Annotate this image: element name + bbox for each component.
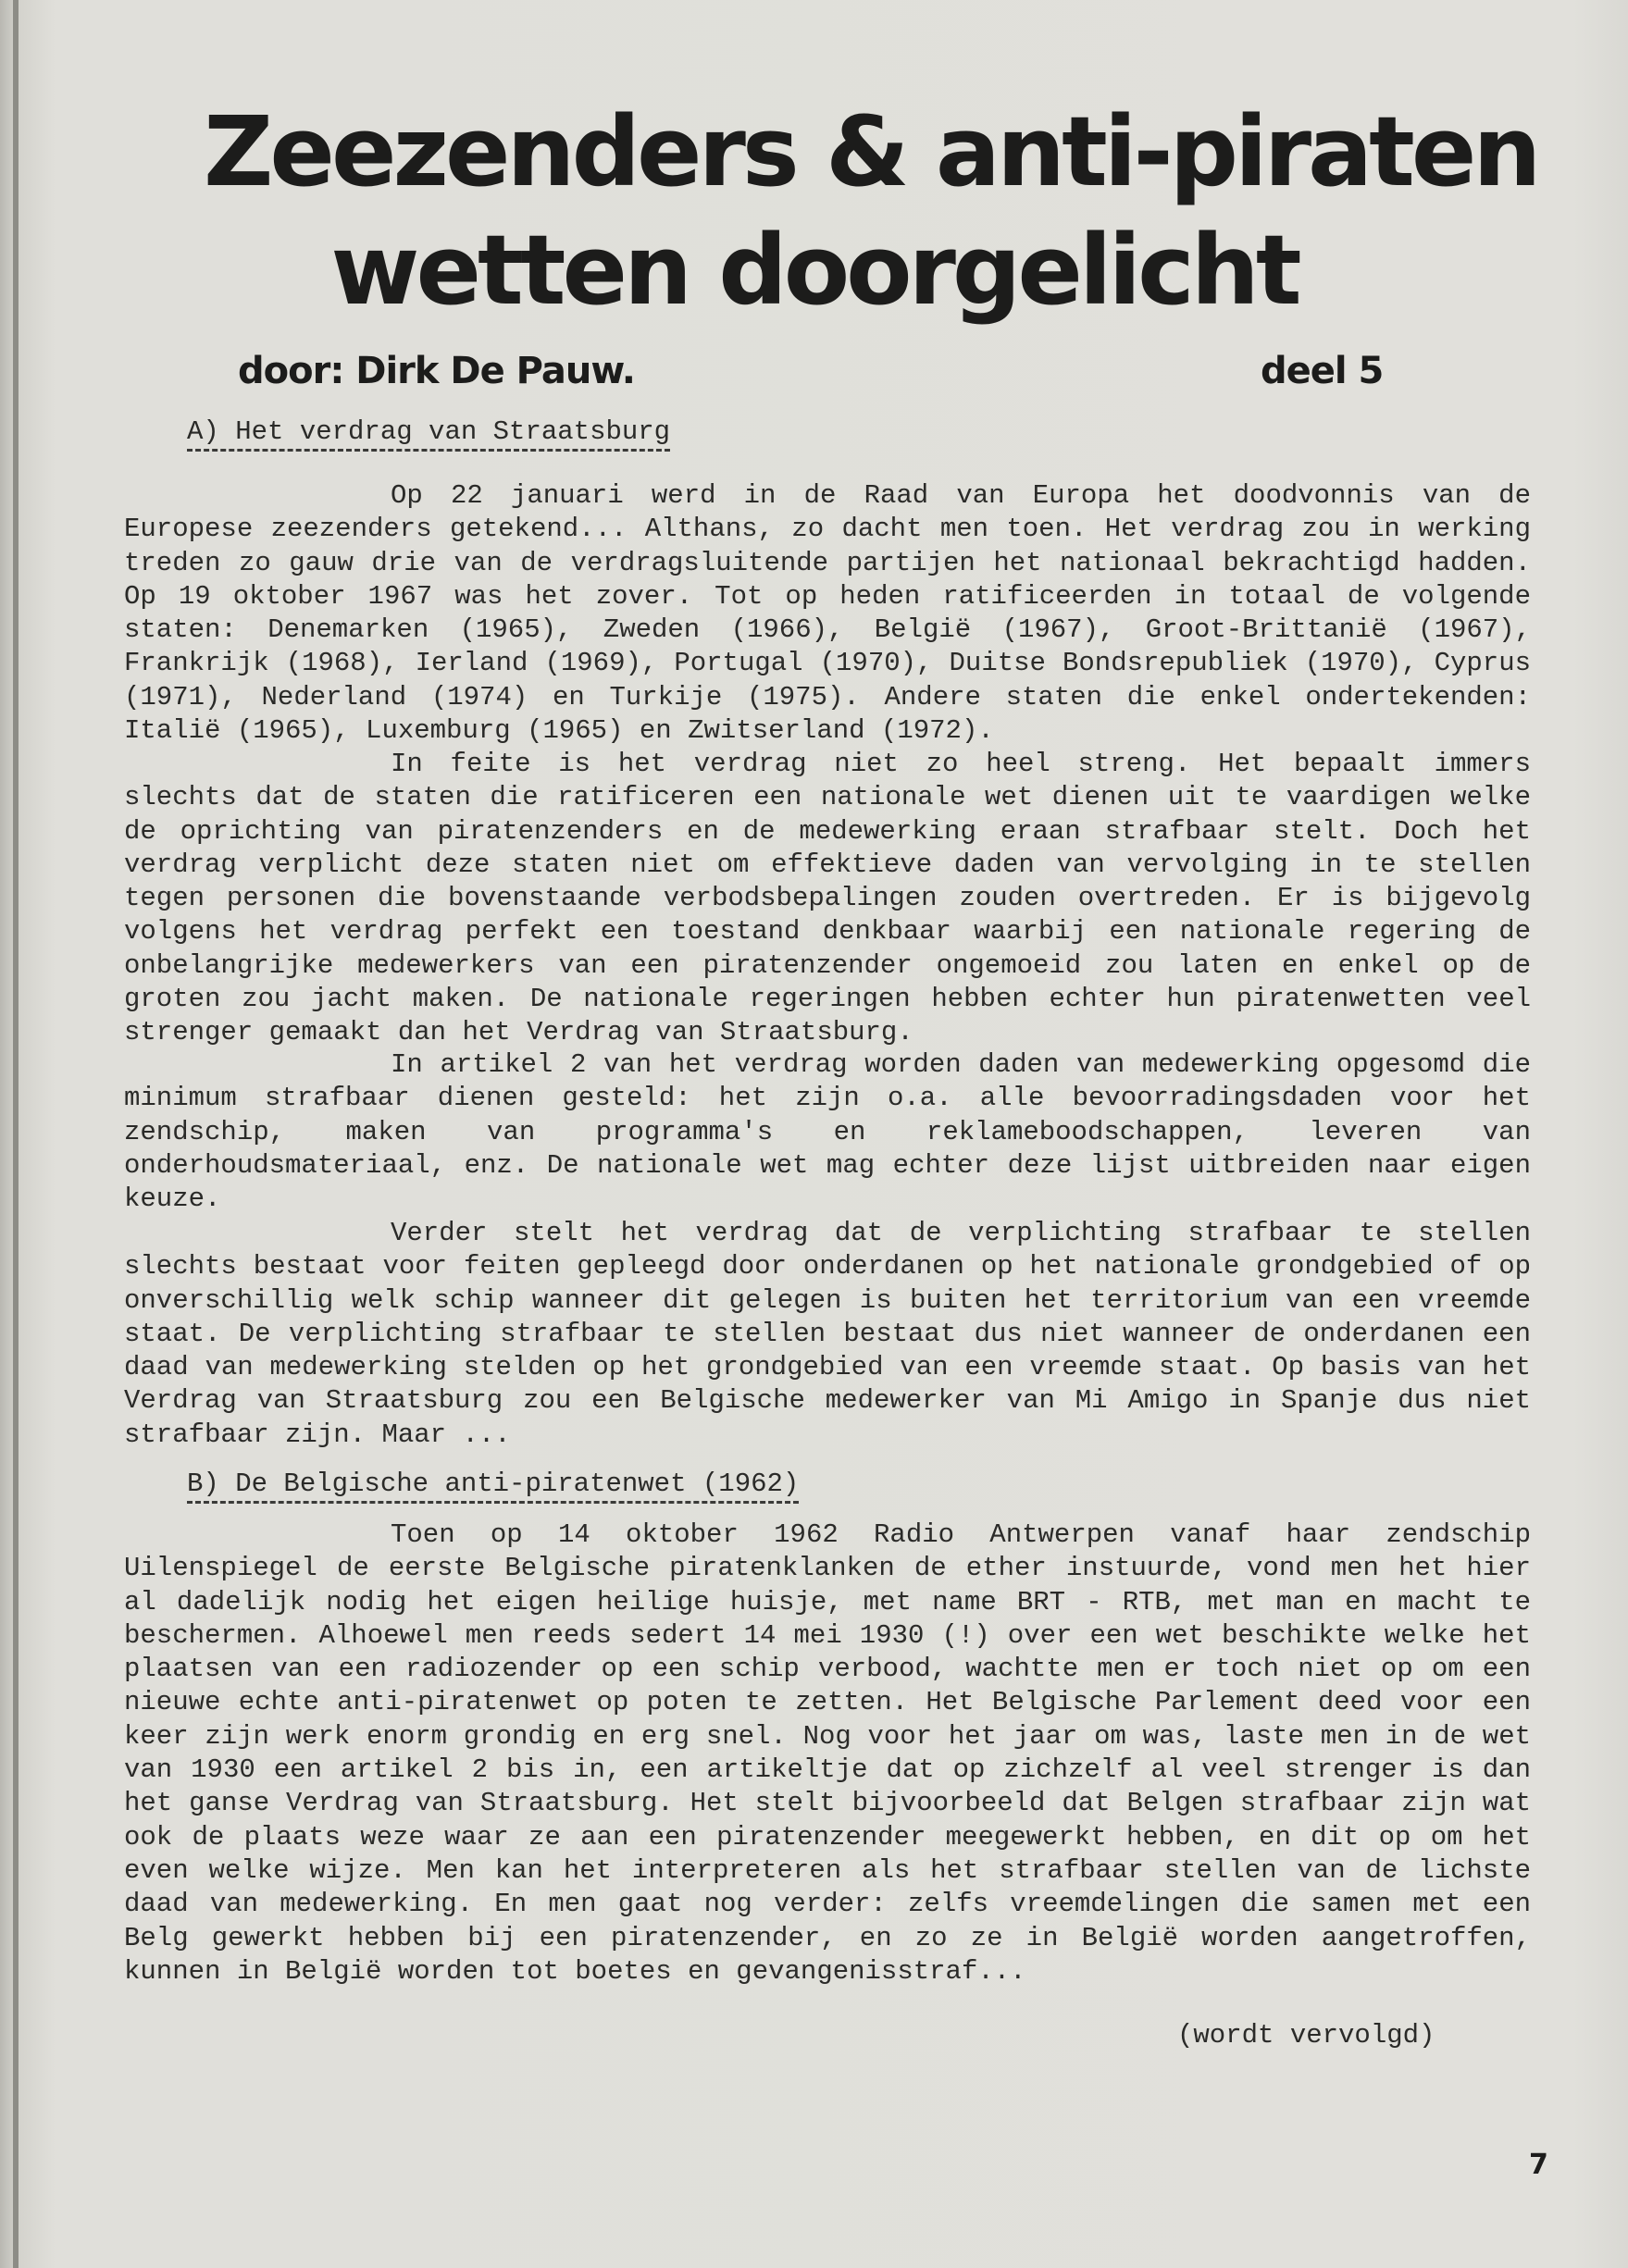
section-b-heading: B) De Belgische anti-piratenwet (1962) [187,1469,799,1504]
section-a-paragraph-1: Op 22 januari werd in de Raad van Europa het doodvonnis van de Europese zeezenders getekend... Althans, zo dacht men toen. Het verdrag zou in werking treden zo gauw drie van de verdragsluitende partijen het nationaal bekrachtigd hadden. Op 19 oktober 1967 was het zover. Tot op heden ratificeerden in totaal de volgende staten: Denemarken (1965), Zweden (1966), België (1967), Groot-Brittanië (1967), Frankrijk (1968), Ierland (1969), Portugal (1970), Duitse Bondsrepubliek (1970), Cyprus (1971), Nederland (1974) en Turkije (1975). Andere staten die enkel ondertekenden: Italië (1965), Luxemburg (1965) en Zwitserland (1972). [124,480,1531,747]
section-a-paragraph-2: In feite is het verdrag niet zo heel streng. Het bepaalt immers slechts dat de staten die ratificeren een nationale wet dienen uit te vaardigen welke de oprichting van piratenzenders en de medewerking eraan strafbaar stelt. Doch het verdrag verplicht deze staten niet om effektieve daden van vervolging in te stellen tegen personen die bovenstaande verbodsbepalingen zouden overtreden. Er is bijgevolg volgens het verdrag perfekt een toestand denkbaar waarbij een nationale regering de onbelangrijke medewerkers van een piratenzender ongemoeid zou laten en enkel op de groten zou jacht maken. De nationale regeringen hebben echter hun piratenwetten veel strenger gemaakt dan het Verdrag van Straatsburg. [124,749,1531,1048]
article-title-line-2: wetten doorgelicht [330,214,1299,327]
article-title-line-1: Zeezenders & anti-piraten [204,95,1538,208]
section-a-heading: A) Het verdrag van Straatsburg [187,416,670,452]
continued-note: (wordt vervolgd) [1177,2020,1435,2051]
page-binding [13,0,19,2268]
section-b-paragraph-1: Toen op 14 oktober 1962 Radio Antwerpen vanaf haar zendschip Uilenspiegel de eerste Belgische piratenklanken de ether instuurde, vond men het hier al dadelijk nodig het eigen heilige huisje, met name BRT - RTB, met man en macht te beschermen. Alhoewel men reeds sedert 14 mei 1930 (!) over een wet beschikte welke het plaatsen van een radiozender op een schip verbood, wachtte men er toch niet op om een nieuwe echte anti-piratenwet op poten te zetten. Het Belgische Parlement deed voor een keer zijn werk enorm grondig en erg snel. Nog voor het jaar om was, laste men in de wet van 1930 een artikel 2 bis in, een artikeltje dat op zichzelf al veel strenger is dan het ganse Verdrag van Straatsburg. Het stelt bijvoorbeeld dat Belgen strafbaar zijn wat ook de plaats weze waar ze aan een piratenzender meegewerkt hebben, en dit op om het even welke wijze. Men kan het interpreteren als het strafbaar stellen van de lichste daad van medewerking. En men gaat nog verder: zelfs vreemdelingen die samen met een Belg gewerkt hebben bij een piratenzender, en zo ze in België worden aangetroffen, kunnen in België worden tot boetes en gevangenisstraf... [124,1519,1531,1987]
article-part: deel 5 [1261,350,1384,392]
section-a-paragraph-4: Verder stelt het verdrag dat de verplichting strafbaar te stellen slechts bestaat voor feiten gepleegd door onderdanen op het nationale grondgebied of op onverschillig welk schip wanneer dit gelegen is buiten het territorium van een vreemde staat. De verplichting strafbaar te stellen bestaat dus niet wanneer de onderdanen een daad van medewerking stelden op het grondgebied van een vreemde staat. Op basis van het Verdrag van Straatsburg zou een Belgische medewerker van Mi Amigo in Spanje dus niet strafbaar zijn. Maar ... [124,1218,1531,1450]
section-a-paragraph-3: In artikel 2 van het verdrag worden daden van medewerking opgesomd die minimum strafbaar dienen gesteld: het zijn o.a. alle bevoorradingsdaden voor het zendschip, maken van programma's en reklameboodschappen, leveren van onderhoudsmateriaal, enz. De nationale wet mag echter deze lijst uitbreiden naar eigen keuze. [124,1049,1531,1215]
page-number: 7 [1529,2149,1548,2181]
article-author: door: Dirk De Pauw. [238,350,635,392]
